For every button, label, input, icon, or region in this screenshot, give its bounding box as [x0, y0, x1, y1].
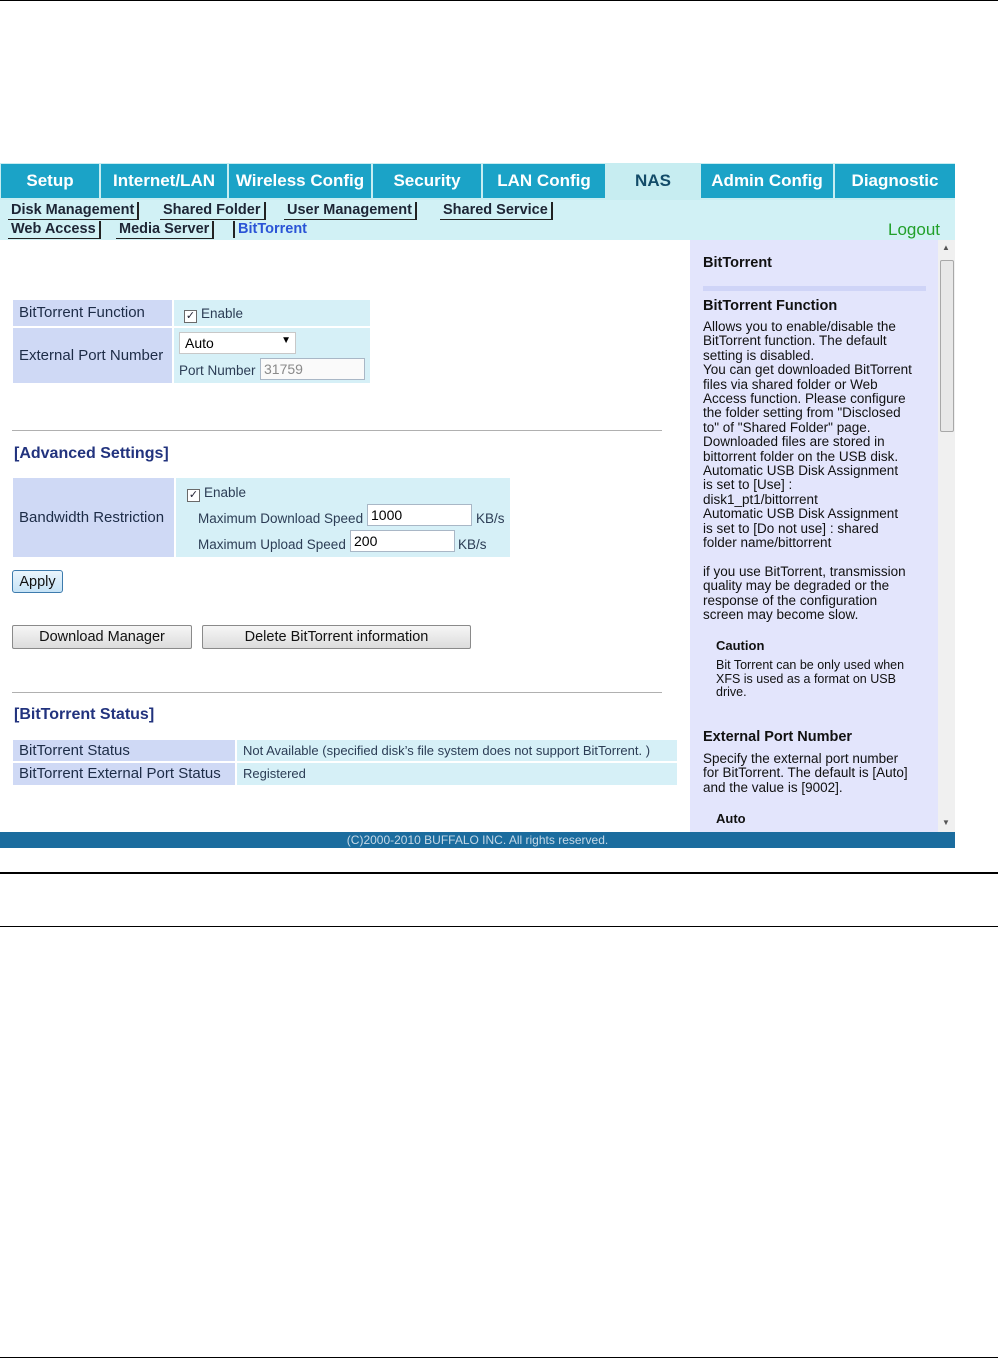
apply-button[interactable]: Apply: [12, 570, 63, 593]
bandwidth-enable-checkbox[interactable]: ✓: [188, 489, 199, 501]
help-caution-title: Caution: [716, 638, 765, 653]
ext-port-label: External Port Number: [13, 328, 172, 383]
bt-function-cell: [174, 300, 370, 326]
sub-navigation: [0, 200, 955, 240]
max-upload-label: Maximum Upload Speed: [198, 537, 346, 552]
help-caution-text: Bit Torrent can be only used when XFS is used as a format on USB drive.: [716, 658, 905, 699]
scroll-thumb[interactable]: [940, 260, 954, 432]
help-function-title: BitTorrent Function: [703, 298, 838, 314]
logout-link[interactable]: Logout: [888, 220, 940, 239]
subnav-web-access[interactable]: Web Access: [8, 221, 101, 239]
tab-nas[interactable]: NAS: [607, 164, 699, 198]
section-divider-2: [12, 692, 662, 693]
bt-port-status-label: BitTorrent External Port Status: [13, 763, 235, 785]
ext-port-select[interactable]: [179, 332, 296, 354]
chevron-down-icon: ▼: [281, 335, 291, 346]
subnav-media-server[interactable]: Media Server: [116, 221, 214, 239]
ext-port-cell: [174, 328, 370, 383]
download-manager-button[interactable]: Download Manager: [12, 625, 192, 649]
page-bottom-rule: [0, 1357, 998, 1358]
subnav-shared-service[interactable]: Shared Service: [440, 202, 553, 220]
max-upload-input[interactable]: 200: [350, 530, 455, 552]
tab-admin-config[interactable]: Admin Config: [701, 164, 833, 198]
ext-port-select-value: Auto: [185, 335, 214, 351]
help-scrollbar[interactable]: [938, 240, 955, 832]
help-function-text: Allows you to enable/disable the BitTorrent function. The default setting is disabled. You can get downloaded BitTorrent files via shared folder or Web Access function. Please configure the folder setting from "Disclosed to" of "Shared Folder" page. Downloaded files are stored in bittorrent folder on the USB disk. Automatic USB Disk Assignment is set to [Use] : disk1_pt1/bittorrent Automatic USB Disk Assignment is set to [Do not use] : shared folder name/bittorrent: [703, 319, 912, 551]
max-download-unit: KB/s: [476, 511, 505, 526]
help-title: BitTorrent: [703, 255, 773, 271]
tab-lan-config[interactable]: LAN Config: [483, 164, 605, 198]
tab-diagnostic[interactable]: Diagnostic: [835, 164, 955, 198]
subnav-user-management[interactable]: User Management: [284, 202, 417, 220]
help-auto-title: Auto: [716, 811, 746, 826]
help-panel: [690, 240, 938, 832]
port-number-input[interactable]: 31759: [260, 358, 365, 380]
page-rule-2: [0, 926, 998, 927]
bandwidth-enable-label: Enable: [204, 485, 247, 500]
bt-function-enable-label: Enable: [201, 306, 244, 321]
router-admin-window: [0, 163, 955, 848]
max-download-input[interactable]: 1000: [367, 504, 472, 526]
main-content: [0, 240, 690, 832]
bt-status-label: BitTorrent Status: [13, 740, 235, 761]
page-rule-1: [0, 872, 998, 874]
max-upload-unit: KB/s: [458, 537, 487, 552]
copyright-footer: (C)2000-2010 BUFFALO INC. All rights reserved.: [0, 832, 955, 848]
help-function-text-2: if you use BitTorrent, transmission quality may be degraded or the response of the configuration screen may become slow.: [703, 564, 906, 623]
page-top-rule: [0, 0, 998, 1]
tab-wireless-config[interactable]: Wireless Config: [229, 164, 371, 198]
help-title-rule: [703, 286, 926, 291]
bandwidth-cell: [176, 478, 510, 557]
scroll-down-icon[interactable]: ▼: [942, 818, 950, 827]
max-download-label: Maximum Download Speed: [198, 511, 364, 526]
scroll-up-icon[interactable]: ▲: [942, 243, 950, 252]
bt-status-value: Not Available (specified disk’s file system does not support BitTorrent. ): [237, 740, 677, 761]
section-divider-1: [12, 430, 662, 431]
subnav-bittorrent[interactable]: BitTorrent: [233, 221, 310, 238]
advanced-settings-title: [Advanced Settings]: [14, 445, 169, 462]
help-ext-port-text: Specify the external port number for BitTorrent. The default is [Auto] and the value is [9002].: [703, 751, 908, 795]
bt-function-checkbox[interactable]: ✓: [185, 310, 196, 322]
subnav-shared-folder[interactable]: Shared Folder: [160, 202, 266, 220]
tab-security[interactable]: Security: [373, 164, 481, 198]
tab-setup[interactable]: Setup: [1, 164, 99, 198]
help-ext-port-title: External Port Number: [703, 729, 853, 745]
bandwidth-label: Bandwidth Restriction: [13, 478, 174, 557]
bt-port-status-value: Registered: [237, 763, 677, 785]
port-number-label: Port Number: [179, 363, 256, 378]
tab-internet-lan[interactable]: Internet/LAN: [101, 164, 227, 198]
delete-bittorrent-info-button[interactable]: Delete BitTorrent information: [202, 625, 471, 649]
main-tab-bar: [0, 163, 955, 200]
bt-function-label: BitTorrent Function: [13, 300, 172, 326]
bittorrent-status-title: [BitTorrent Status]: [14, 706, 155, 723]
subnav-disk-management[interactable]: Disk Management: [8, 202, 139, 220]
